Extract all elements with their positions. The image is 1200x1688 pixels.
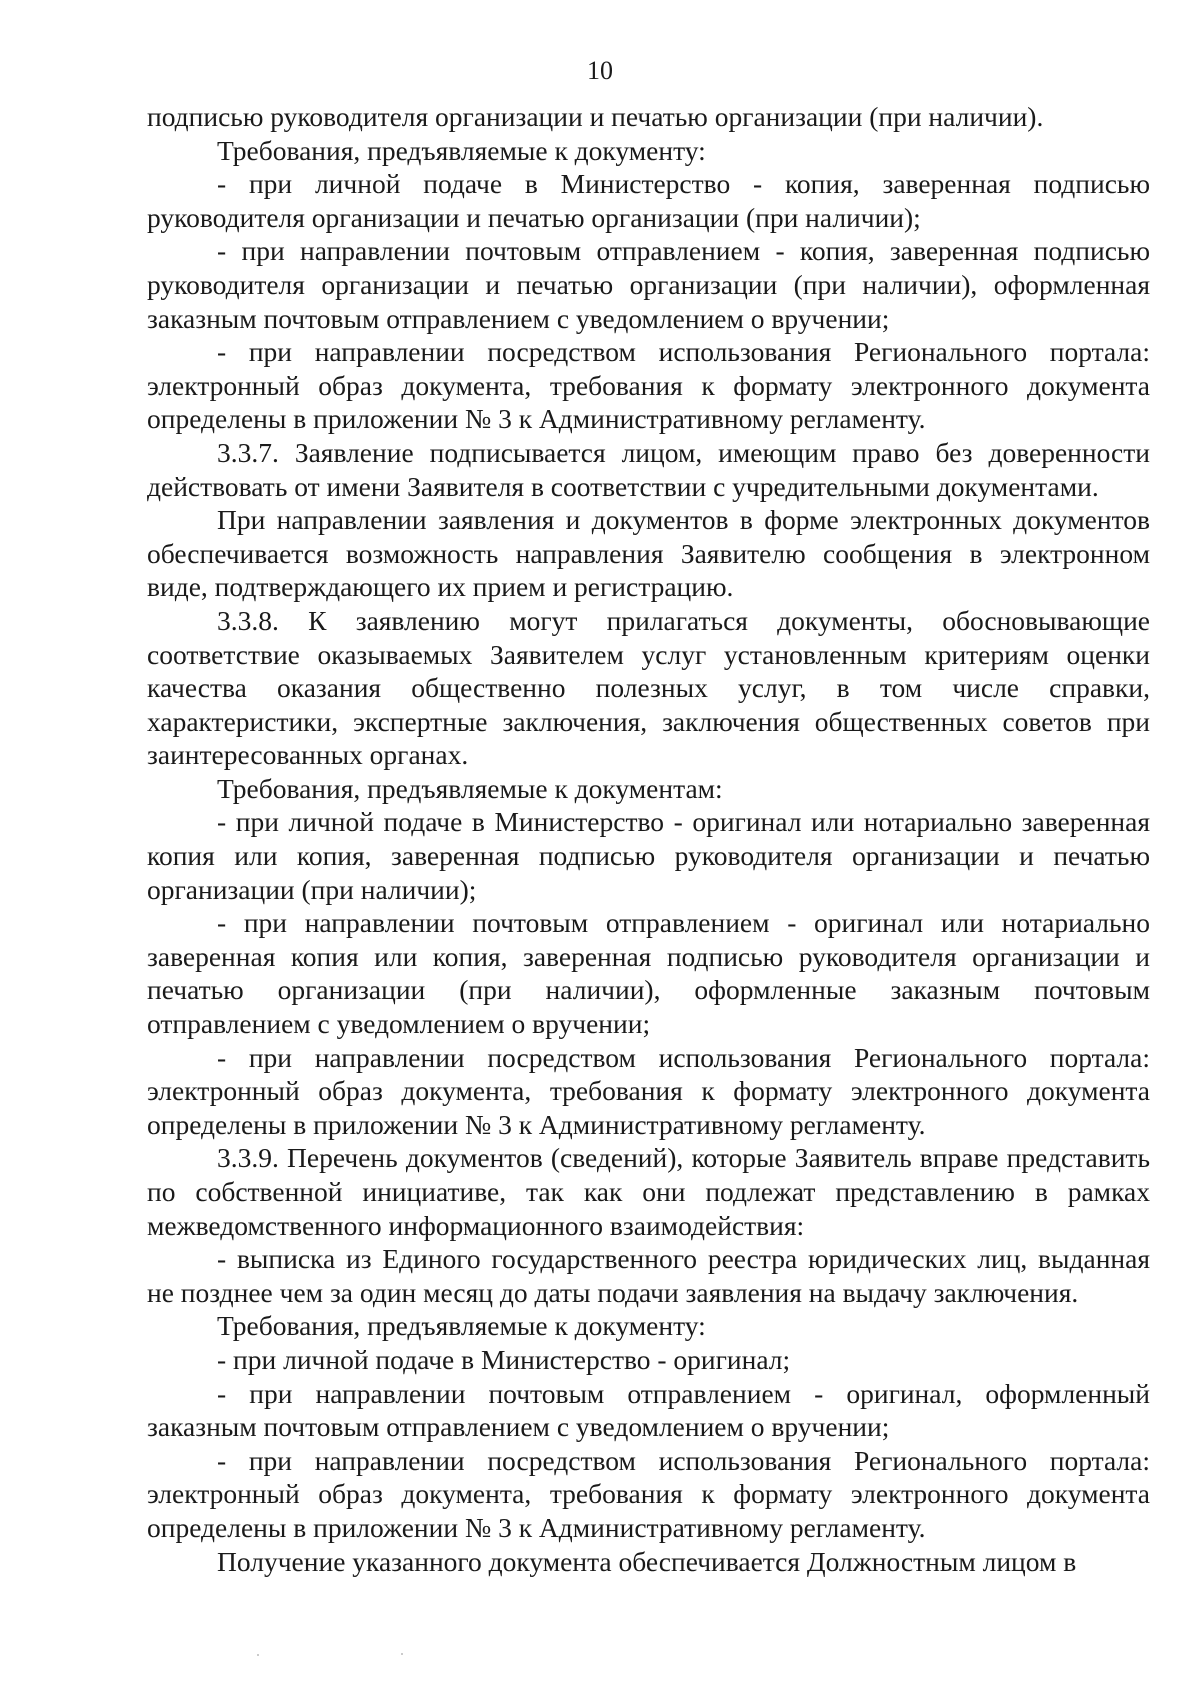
- paragraph-personal-submission-3: - при личной подаче в Министерство - оригинал;: [217, 1343, 791, 1375]
- paragraph-postal-submission-2: - при направлении почтовым отправлением - оригинал или нотариально заверенная копия или копия, заверенная подписью руководителя организации и печатью организации (при наличии), оформленные заказным почтовым отправлением с уведомлением о вручении;: [147, 907, 1150, 1040]
- paragraph-postal-submission-3: - при направлении почтовым отправлением - оригинал, оформленный заказным почтовым отправлением с уведомлением о вручении;: [147, 1377, 1150, 1443]
- paragraph-3-3-7: 3.3.7. Заявление подписывается лицом, имеющим право без доверенности действовать от имени Заявителя в соответствии с учредительными документами.: [147, 436, 1150, 502]
- scan-artifact: [250, 1652, 450, 1658]
- paragraph-requirements-heading-3: Требования, предъявляемые к документу:: [217, 1310, 706, 1342]
- paragraph-3-3-8: 3.3.8. К заявлению могут прилагаться документы, обосновывающие соответствие оказываемых Заявителем услуг установленным критериям оценки качества оказания общественно полезных услуг, в том числе справки, характеристики, экспертные заключения, заключения общественных советов при заинтересованных органах.: [147, 604, 1150, 771]
- paragraph-personal-submission-2: - при личной подаче в Министерство - оригинал или нотариально заверенная копия или копия, заверенная подписью руководителя организации и печатью организации (при наличии);: [147, 806, 1150, 905]
- paragraph-egrul-extract: - выписка из Единого государственного реестра юридических лиц, выданная не позднее чем за один месяц до даты подачи заявления на выдачу заключения.: [147, 1243, 1150, 1308]
- paragraph-requirements-heading: Требования, предъявляемые к документу:: [217, 134, 706, 166]
- document-body: [147, 100, 1150, 1578]
- page-number: 10: [587, 56, 613, 85]
- paragraph-personal-submission: - при личной подаче в Министерство - копия, заверенная подписью руководителя организации и печатью организации (при наличии);: [147, 168, 1150, 233]
- paragraph-requirements-heading-2: Требования, предъявляемые к документам:: [217, 772, 723, 804]
- paragraph-portal-submission: - при направлении посредством использования Регионального портала: электронный образ документа, требования к формату электронного документа определены в приложении № 3 к Административному регламенту.: [147, 336, 1150, 435]
- paragraph-electronic-notice: При направлении заявления и документов в форме электронных документов обеспечивается возможность направления Заявителю сообщения в электронном виде, подтверждающего их прием и регистрацию.: [147, 504, 1150, 603]
- paragraph-portal-submission-3: - при направлении посредством использования Регионального портала: электронный образ документа, требования к формату электронного документа определены в приложении № 3 к Административному регламенту.: [147, 1444, 1150, 1543]
- paragraph-postal-submission: - при направлении почтовым отправлением - копия, заверенная подписью руководителя организации и печатью организации (при наличии), оформленная заказным почтовым отправлением с уведомлением о вручении;: [147, 235, 1150, 334]
- paragraph-continuation: подписью руководителя организации и печатью организации (при наличии).: [147, 101, 1044, 132]
- paragraph-portal-submission-2: - при направлении посредством использования Регионального портала: электронный образ документа, требования к формату электронного документа определены в приложении № 3 к Административному регламенту.: [147, 1041, 1150, 1140]
- paragraph-3-3-9: 3.3.9. Перечень документов (сведений), которые Заявитель вправе представить по собственной инициативе, так как они подлежат представлению в рамках межведомственного информационного взаимодействия:: [147, 1142, 1150, 1241]
- paragraph-document-receipt: Получение указанного документа обеспечивается Должностным лицом в: [217, 1545, 1077, 1577]
